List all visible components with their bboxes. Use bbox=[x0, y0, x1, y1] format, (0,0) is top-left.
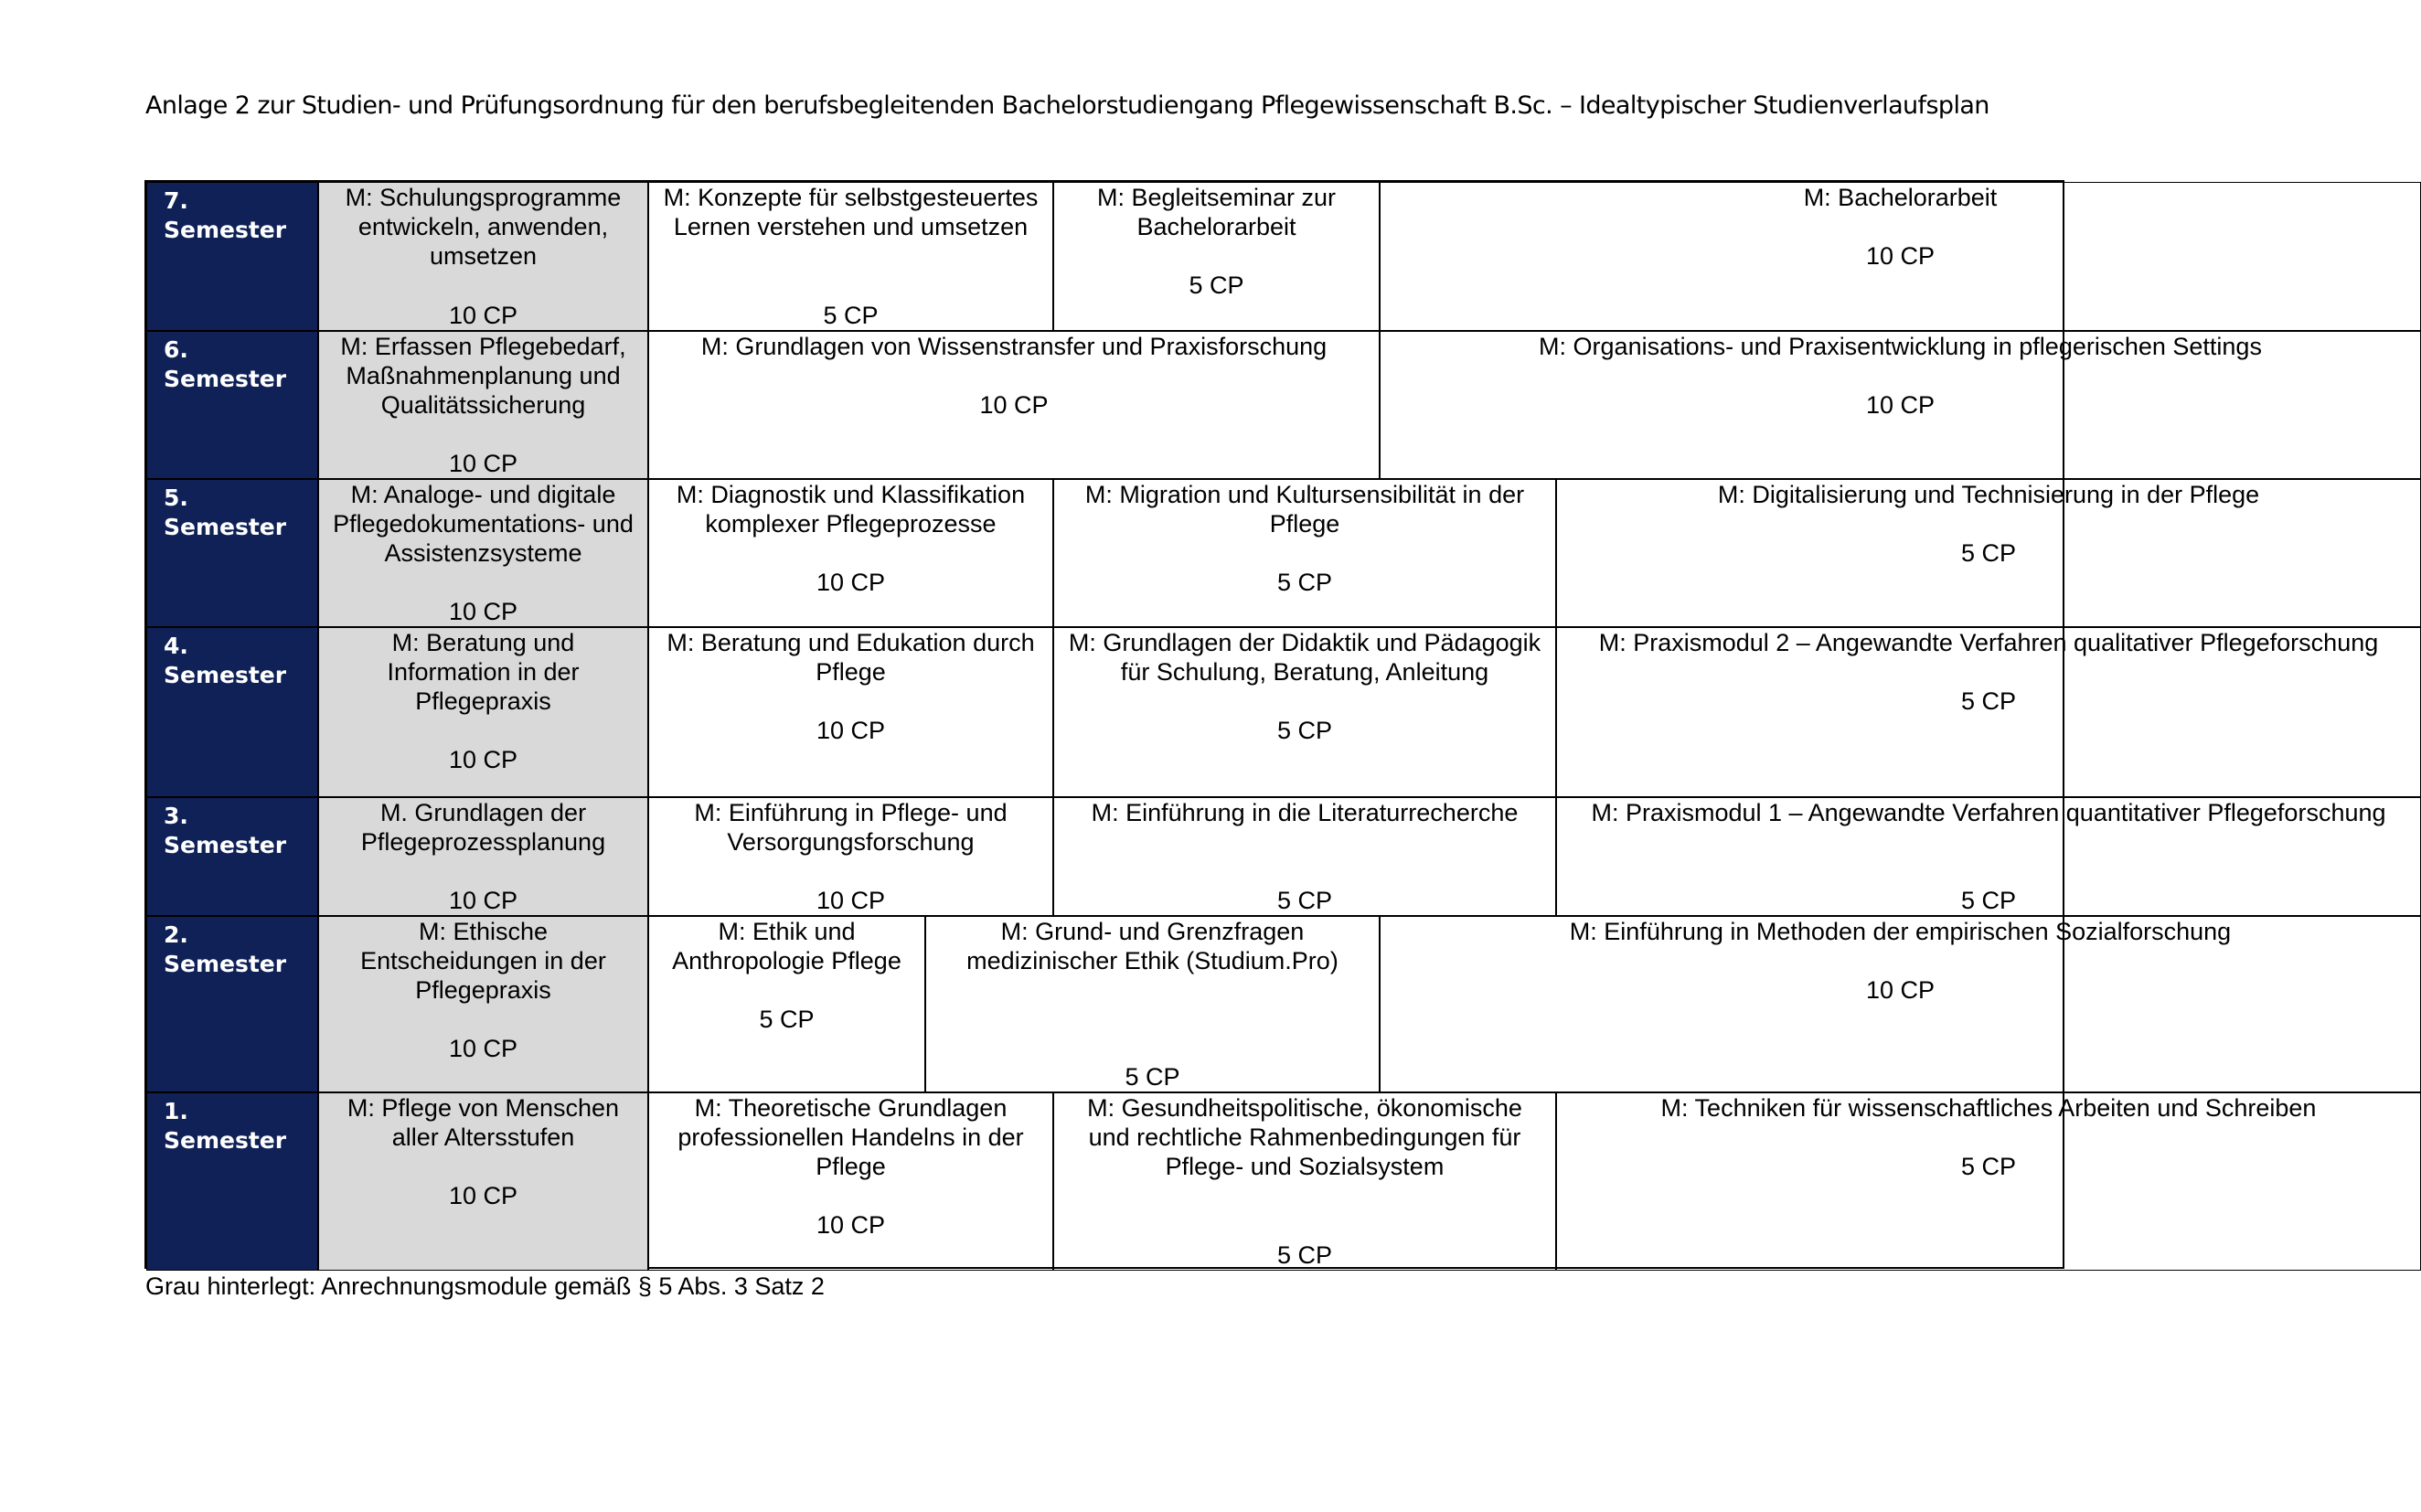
module-credits: 10 CP bbox=[448, 450, 518, 477]
module-credits: 10 CP bbox=[1865, 976, 1936, 1004]
module-cell bbox=[1556, 479, 2421, 627]
module-credits: 5 CP bbox=[759, 1006, 815, 1033]
module-cell bbox=[1380, 916, 2421, 1092]
module-name: M: Einführung in die Literaturrecherche bbox=[1091, 799, 1519, 826]
module-name: M: Migration und Kultursensibilität in der Pflege bbox=[1084, 481, 1525, 538]
module-name: M: Beratung und Edukation durch Pflege bbox=[667, 629, 1035, 686]
module-name: M: Praxismodul 2 – Angewandte Verfahren qualitativer Pflegeforschung bbox=[1598, 629, 2379, 656]
semester-label: 1. Semester bbox=[146, 1092, 318, 1271]
module-cell bbox=[318, 331, 648, 479]
module-credits: 10 CP bbox=[448, 598, 518, 625]
semester-label: 2. Semester bbox=[146, 916, 318, 1092]
module-name: M: Diagnostik und Klassifikation komplexer Pflegeprozesse bbox=[676, 481, 1026, 538]
module-cell bbox=[1053, 797, 1556, 916]
module-credits: 5 CP bbox=[1960, 687, 2017, 715]
module-name: M: Grundlagen der Didaktik und Pädagogik für Schulung, Beratung, Anleitung bbox=[1068, 629, 1541, 686]
module-cell bbox=[925, 916, 1380, 1092]
module-credits: 10 CP bbox=[448, 1182, 518, 1209]
module-cell bbox=[1053, 627, 1556, 797]
module-cell bbox=[318, 916, 648, 1092]
module-credits: 5 CP bbox=[1189, 272, 1244, 299]
module-credits: 10 CP bbox=[1865, 242, 1936, 270]
module-cell bbox=[1556, 797, 2421, 916]
module-name: M: Beratung und Information in der Pflegepraxis bbox=[387, 629, 580, 715]
module-cell bbox=[1556, 627, 2421, 797]
module-cell bbox=[648, 479, 1053, 627]
module-name: M: Organisations- und Praxisentwicklung in pflegerischen Settings bbox=[1539, 333, 2262, 360]
module-cell bbox=[318, 1092, 648, 1271]
module-name: M: Techniken für wissenschaftliches Arbeiten und Schreiben bbox=[1660, 1094, 2317, 1122]
module-credits: 5 CP bbox=[1125, 1063, 1180, 1091]
module-name: M: Begleitseminar zur Bachelorarbeit bbox=[1096, 184, 1337, 240]
module-cell bbox=[648, 627, 1053, 797]
module-credits: 10 CP bbox=[816, 569, 886, 596]
semester-label: 3. Semester bbox=[146, 797, 318, 916]
module-credits: 5 CP bbox=[823, 302, 879, 329]
module-credits: 10 CP bbox=[448, 746, 518, 773]
module-name: M: Analoge- und digitale Pflegedokumentations- und Assistenzsysteme bbox=[333, 481, 634, 567]
module-cell bbox=[1053, 1092, 1556, 1271]
module-cell bbox=[648, 797, 1053, 916]
module-name: M: Erfassen Pflegebedarf, Maßnahmenplanung und Qualitätssicherung bbox=[340, 333, 626, 419]
module-name: M: Pflege von Menschen aller Altersstufen bbox=[347, 1094, 620, 1151]
module-name: M: Ethik und Anthropologie Pflege bbox=[672, 918, 901, 974]
module-name: M: Praxismodul 1 – Angewandte Verfahren quantitativer Pflegeforschung bbox=[1591, 799, 2386, 826]
module-cell bbox=[1556, 1092, 2421, 1271]
module-credits: 10 CP bbox=[448, 302, 518, 329]
module-name: M: Theoretische Grundlagen professionellen Handelns in der Pflege bbox=[677, 1094, 1024, 1180]
module-name: M: Bachelorarbeit bbox=[1803, 184, 1998, 211]
module-name: M: Ethische Entscheidungen in der Pflegepraxis bbox=[360, 918, 606, 1004]
module-cell bbox=[1380, 182, 2421, 331]
module-credits: 10 CP bbox=[448, 887, 518, 914]
module-name: M: Konzepte für selbstgesteuertes Lernen verstehen und umsetzen bbox=[663, 184, 1039, 240]
semester-label: 7. Semester bbox=[146, 182, 318, 331]
module-cell bbox=[318, 797, 648, 916]
study-plan-table bbox=[144, 180, 2386, 1269]
module-credits: 5 CP bbox=[1960, 887, 2017, 914]
module-credits: 10 CP bbox=[816, 1211, 886, 1239]
semester-label: 4. Semester bbox=[146, 627, 318, 797]
module-cell bbox=[648, 1092, 1053, 1271]
module-cell bbox=[318, 479, 648, 627]
module-credits: 10 CP bbox=[979, 391, 1049, 419]
module-name: M: Einführung in Pflege- und Versorgungsforschung bbox=[694, 799, 1008, 856]
module-credits: 5 CP bbox=[1276, 1241, 1333, 1269]
semester-label: 6. Semester bbox=[146, 331, 318, 479]
module-credits: 10 CP bbox=[816, 717, 886, 744]
module-cell bbox=[648, 182, 1053, 331]
module-credits: 5 CP bbox=[1276, 887, 1333, 914]
module-credits: 5 CP bbox=[1960, 1153, 2017, 1180]
module-credits: 10 CP bbox=[448, 1035, 518, 1062]
module-credits: 5 CP bbox=[1960, 539, 2017, 567]
module-cell bbox=[648, 331, 1380, 479]
module-name: M: Gesundheitspolitische, ökonomische und rechtliche Rahmenbedingungen für Pflege- und Sozialsystem bbox=[1087, 1094, 1522, 1180]
semester-label: 5. Semester bbox=[146, 479, 318, 627]
module-cell bbox=[318, 627, 648, 797]
module-name: M. Grundlagen der Pflegeprozessplanung bbox=[360, 799, 606, 856]
module-cell bbox=[1053, 479, 1556, 627]
footnote: Grau hinterlegt: Anrechnungsmodule gemäß § 5 Abs. 3 Satz 2 bbox=[145, 1272, 825, 1300]
module-cell bbox=[1053, 182, 1380, 331]
module-cell bbox=[1380, 331, 2421, 479]
module-cell bbox=[318, 182, 648, 331]
module-name: M: Schulungsprogramme entwickeln, anwenden, umsetzen bbox=[345, 184, 622, 270]
page-title: Anlage 2 zur Studien- und Prüfungsordnung für den berufsbegleitenden Bachelorstudiengang Pflegewissenschaft B.Sc. – Idealtypischer Studienverlaufsplan bbox=[145, 91, 1989, 120]
module-credits: 5 CP bbox=[1276, 717, 1333, 744]
module-name: M: Grund- und Grenzfragen medizinischer Ethik (Studium.Pro) bbox=[966, 918, 1338, 974]
module-credits: 10 CP bbox=[816, 887, 886, 914]
module-credits: 10 CP bbox=[1865, 391, 1936, 419]
module-name: M: Einführung in Methoden der empirischen Sozialforschung bbox=[1569, 918, 2232, 945]
module-name: M: Grundlagen von Wissenstransfer und Praxisforschung bbox=[700, 333, 1328, 360]
module-credits: 5 CP bbox=[1276, 569, 1333, 596]
module-name: M: Digitalisierung und Technisierung in der Pflege bbox=[1717, 481, 2260, 508]
module-cell bbox=[648, 916, 925, 1092]
